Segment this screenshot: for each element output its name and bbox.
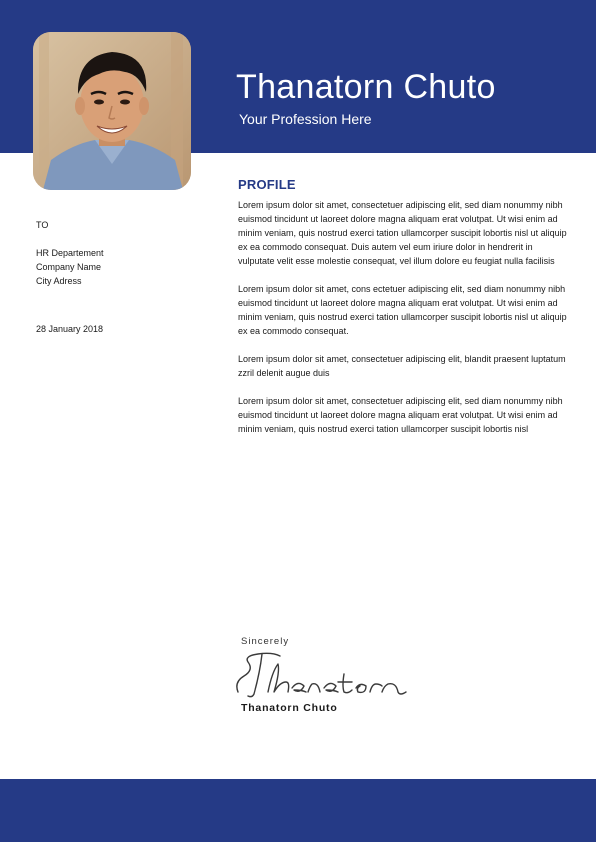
recipient-to [36,218,216,232]
profession-subtitle: Your Profession Here [239,111,372,127]
recipient-department: HR Departement [36,248,104,258]
profile-paragraph: Lorem ipsum dolor sit amet, consectetuer adipiscing elit, blandit praesent luptatum zzril delenit augue duis [238,354,566,378]
letter-date: 28 January 2018 [36,324,104,334]
profile-paragraph: Lorem ipsum dolor sit amet, cons ectetuer adipiscing elit, sed diam nonummy nibh euismod tincidunt ut laoreet dolore magna aliquam erat volutpat. Ut wisi enim ad minim veniam, quis nostrud exerci tation ullamcorper suscipit lobortis nisl ut aliquip ex ea commodo consequat. [238,284,567,336]
profile-photo-image [33,32,191,190]
footer-band [0,779,596,842]
recipient-address: City Adress [36,276,82,286]
recipient-company: Company Name [36,262,102,272]
page-title: Thanatorn Chuto [236,68,496,106]
handwritten-signature [232,642,432,702]
signer-name: Thanatorn Chuto [241,702,338,714]
signature-text: Thanatorn [232,642,237,643]
closing-sincerely: Sincerely [241,636,290,647]
recipient-address-block [36,246,216,288]
profile-paragraph: Lorem ipsum dolor sit amet, consectetuer adipiscing elit, sed diam nonummy nibh euismod tincidunt ut laoreet dolore magna aliquam erat volutpat. Ut wisi enim ad minim veniam, quis nostrud exerci tation ullamcorper suscipit lobortis nisl [238,396,563,434]
profile-photo [33,32,191,190]
recipient-to-label: TO [36,220,49,230]
profile-heading: PROFILE [238,177,296,192]
letter-date-block [36,322,216,336]
profile-paragraph: Lorem ipsum dolor sit amet, consectetuer adipiscing elit, sed diam nonummy nibh euismod tincidunt ut laoreet dolore magna aliquam erat volutpat. Ut wisi enim ad minim veniam, quis nostrud exerci tation ullamcorper suscipit lobortis nisl ut aliquip ex ea commodo consequat. Duis autem vel eum iriure dolor in hendrerit in vulputate velit esse molestie consequat, vel illum dolore eu feugiat nulla facilisis [238,200,567,266]
profile-body [238,198,568,450]
